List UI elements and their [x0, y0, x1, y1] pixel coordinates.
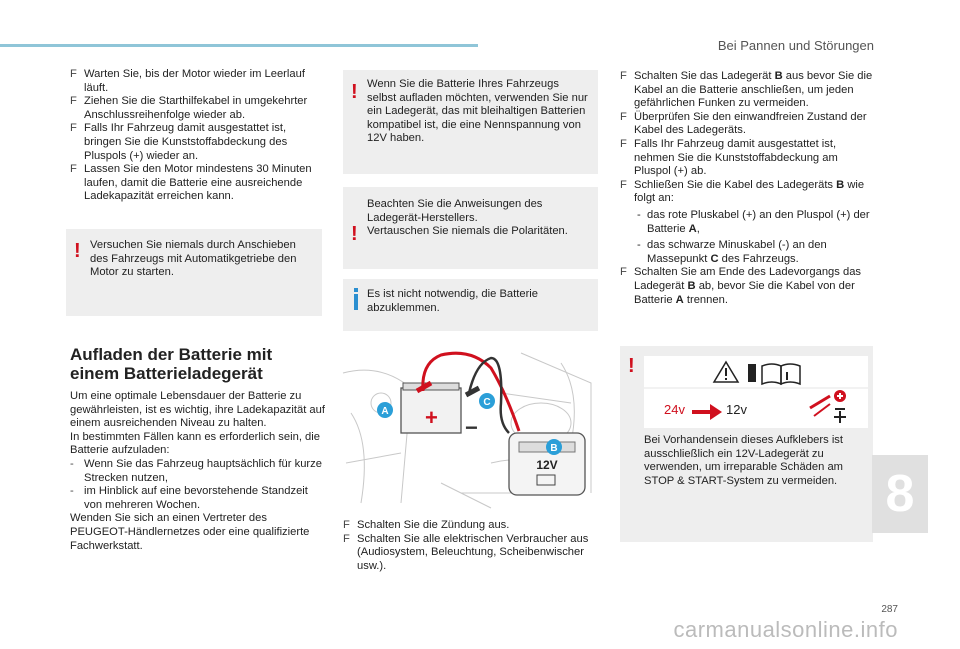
chapter-tab: 8	[872, 455, 928, 533]
warning-box-polarity	[343, 187, 598, 269]
watermark: carmanualsonline.info	[673, 617, 898, 642]
col2-bullets	[343, 519, 598, 573]
list-item: F Falls Ihr Fahrzeug damit ausgestattet ist, nehmen Sie die Kunststoffabdeckung am Pluspol (+) ab.	[620, 137, 838, 178]
warning-box-automatic	[66, 229, 322, 316]
minus-symbol: −	[465, 415, 478, 440]
page-heading: Aufladen der Batterie mit einem Batterieladegerät	[70, 345, 273, 383]
list-item: F Ziehen Sie die Starthilfekabel in umgekehrter Anschlussreihenfolge wieder ab.	[70, 95, 308, 121]
info-text: Es ist nicht notwendig, die Batterie abzuklemmen.	[367, 288, 539, 314]
list-item: F Falls Ihr Fahrzeug damit ausgestattet ist, bringen Sie die Kunststoffabdeckung des Pluspols (+) wieder an.	[70, 122, 288, 162]
warning-icon: !	[351, 81, 358, 103]
warning-icon: !	[351, 223, 358, 245]
info-box	[343, 279, 598, 331]
header-accent-bar	[0, 44, 478, 47]
list-item: - das schwarze Minuskabel (-) an den Massepunkt C des Fahrzeugs.	[637, 239, 827, 265]
plus-symbol: +	[425, 405, 438, 430]
battery-charging-illustration	[341, 343, 598, 510]
voltage-to-label: 12v	[726, 402, 747, 417]
charging-body-text: Um eine optimale Lebensdauer der Batterie zu gewährleisten, ist es wichtig, ihre Ladekapazität auf einem ausreichenden Niveau zu halten. In bestimmten Fällen kann es erforderlich sein, die Batterie aufzuladen: - Wenn Sie das Fahrzeug hauptsächlich für kurze Strecken nutzen, - im Hinblick auf eine bevorstehende Standzeit von mehreren Wochen. Wenden Sie sich an einen Vertreter des PEUGEOT-Händlernetzes oder eine qualifizierte Fachwerkstatt.	[70, 390, 325, 552]
voltage-from-label: 24v	[664, 402, 685, 417]
warning-box-stop-start	[620, 346, 873, 542]
info-icon	[352, 288, 360, 315]
list-item: F Schalten Sie die Zündung aus.	[343, 519, 510, 531]
list-item: F Schalten Sie alle elektrischen Verbraucher aus (Audiosystem, Beleuchtung, Scheibenwischer usw.).	[343, 532, 589, 572]
section-title: Bei Pannen und Störungen	[717, 38, 874, 53]
list-item: - das rote Pluskabel (+) an den Pluspol (+) der Batterie A,	[637, 208, 870, 235]
warning-box-charger-type	[343, 70, 598, 174]
warning-text: Wenn Sie die Batterie Ihres Fahrzeugs selbst aufladen möchten, verwenden Sie nur ein Ladegerät, das mit bleihaltigen Batterien kompatibel ist, die eine Nennspannung von 12V haben.	[367, 78, 588, 145]
list-item: F Schalten Sie am Ende des Ladevorgangs das Ladegerät B ab, bevor Sie die Kabel von der Batterie A trennen.	[620, 266, 862, 306]
charger-voltage-label: 12V	[536, 458, 558, 472]
list-item: F Warten Sie, bis der Motor wieder im Leerlauf läuft.	[70, 68, 305, 94]
warning-text: Versuchen Sie niemals durch Anschieben des Fahrzeugs mit Automatikgetriebe den Motor zu starten.	[90, 239, 297, 279]
charger-sticker	[644, 356, 868, 428]
list-item: F Überprüfen Sie den einwandfreien Zustand der Kabel des Ladegeräts.	[620, 110, 867, 137]
warning-icon: !	[74, 240, 81, 262]
page-number: 287	[881, 604, 898, 615]
warning-text: Beachten Sie die Anweisungen des Ladegerät-Herstellers. Vertauschen Sie niemals die Polaritäten.	[367, 198, 568, 238]
label-a: A	[381, 406, 389, 417]
list-item: F Schalten Sie das Ladegerät B aus bevor Sie die Kabel an die Batterie anschließen, um jeden gefährlichen Funken zu vermeiden.	[620, 70, 873, 110]
col3-instructions	[620, 70, 875, 307]
warning-icon: !	[628, 355, 635, 377]
list-item: F Lassen Sie den Motor mindestens 30 Minuten laufen, damit die Batterie eine ausreichende Ladekapazität erreichen kann.	[70, 163, 312, 203]
label-c: C	[483, 397, 491, 408]
col1-bullets	[70, 68, 322, 204]
warning-text: Bei Vorhandensein dieses Aufklebers ist ausschließlich ein 12V-Ladegerät zu verwenden, um irreparable Schäden am STOP & START-System zu vermeiden.	[644, 434, 844, 487]
list-item: F Schließen Sie die Kabel des Ladegeräts B wie folgt an:	[620, 178, 865, 205]
label-b: B	[550, 443, 558, 454]
